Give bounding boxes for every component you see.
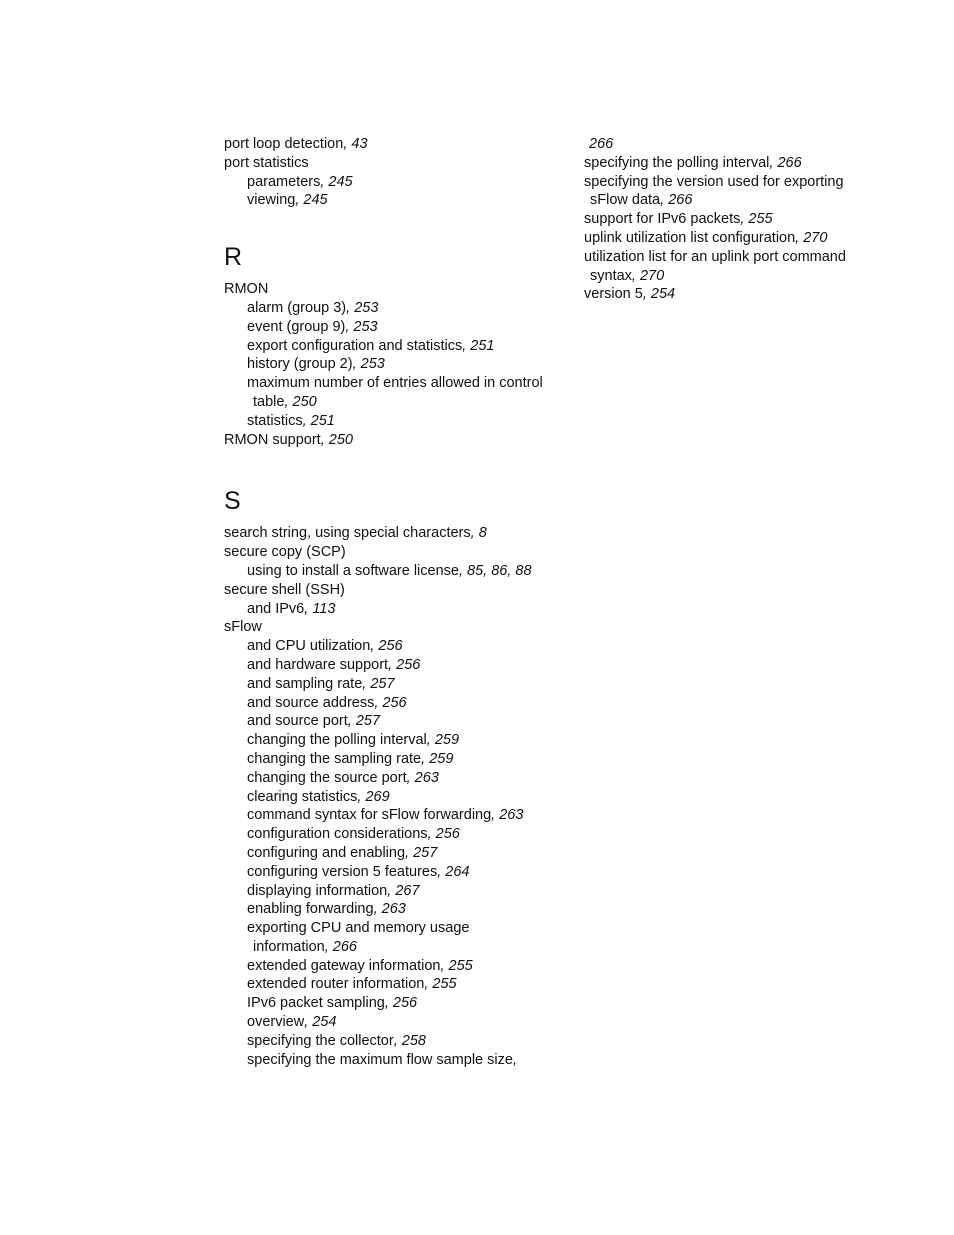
index-term: parameters xyxy=(247,173,321,190)
page-reference: 267 xyxy=(395,882,420,899)
index-term: port loop detection xyxy=(224,136,344,152)
index-subentry: exporting CPU and memory usage information, 266 xyxy=(247,920,470,955)
page-reference: 251 xyxy=(310,412,335,429)
index-term: changing the polling interval xyxy=(247,732,427,749)
index-subentry: clearing statistics, 269 xyxy=(247,788,390,805)
index-entry xyxy=(224,154,544,173)
page-reference: 256 xyxy=(382,694,407,711)
page-reference: 254 xyxy=(650,286,676,303)
page-reference: 257 xyxy=(370,675,395,692)
index-term: specifying the version used for exporting sFlow data xyxy=(584,173,844,209)
index-term: configuring and enabling xyxy=(247,844,406,861)
section-gap xyxy=(224,449,544,486)
index-term: maximum number of entries allowed in control table xyxy=(247,375,543,410)
index-subentry: changing the polling interval, 259 xyxy=(247,732,460,749)
page-reference: 259 xyxy=(429,750,454,767)
index-subentry: displaying information, 267 xyxy=(247,882,420,899)
index-term: version 5 xyxy=(584,286,643,303)
index-subentry: maximum number of entries allowed in control table, 250 xyxy=(247,375,543,410)
index-term: and source port xyxy=(247,713,348,730)
page-reference: 113 xyxy=(312,600,336,617)
page-reference: 256 xyxy=(435,826,460,843)
index-term: overview xyxy=(247,1014,305,1031)
index-subentry: and source port, 257 xyxy=(247,713,381,730)
index-term: port statistics xyxy=(224,154,309,171)
index-subentry: overview, 254 xyxy=(247,1014,337,1031)
index-entry xyxy=(224,581,544,600)
index-subentry: extended gateway information, 255 xyxy=(247,957,473,974)
index-term: IPv6 packet sampling xyxy=(247,995,385,1012)
index-subentry: IPv6 packet sampling, 256 xyxy=(247,995,418,1012)
page-reference: 8 xyxy=(478,525,487,542)
index-subentry: parameters, 245 xyxy=(247,173,353,190)
page-reference: 245 xyxy=(328,173,353,190)
index-term: configuring version 5 features xyxy=(247,863,438,880)
index-term: alarm (group 3) xyxy=(247,299,347,316)
page-reference: 257 xyxy=(413,844,438,861)
page-reference: 257 xyxy=(355,713,381,730)
index-subentry: configuration considerations, 256 xyxy=(247,826,460,843)
index-term: statistics xyxy=(247,412,303,429)
index-subentry: configuring version 5 features, 264 xyxy=(247,863,470,880)
index-subentry: specifying the collector, 258 xyxy=(247,1032,426,1049)
page-reference: 258 xyxy=(401,1032,426,1049)
page-reference: 263 xyxy=(499,807,524,824)
index-subentry: configuring and enabling, 257 xyxy=(247,844,438,861)
index-entry: specifying the version used for exporting sFlow data, 266 xyxy=(584,173,844,209)
index-entry: utilization list for an uplink port command syntax, 270 xyxy=(584,248,846,284)
index-term: exporting CPU and memory usage information xyxy=(247,920,470,955)
index-term: changing the source port xyxy=(247,769,407,786)
section-gap xyxy=(224,210,544,242)
index-column-left xyxy=(224,135,544,1069)
index-subentry: using to install a software license, 85, 86, 88 xyxy=(247,562,532,579)
index-subentry: export configuration and statistics, 251 xyxy=(247,337,495,354)
index-term: viewing xyxy=(247,192,296,209)
page-reference: 256 xyxy=(378,638,403,655)
index-term: and source address xyxy=(247,694,375,711)
index-term: clearing statistics xyxy=(247,788,358,805)
index-term: specifying the maximum flow sample size xyxy=(247,1051,513,1068)
page-reference: 266 xyxy=(777,154,802,171)
section-letter-heading: S xyxy=(224,487,241,516)
page-reference: 255 xyxy=(432,976,457,993)
page-reference: 263 xyxy=(381,901,406,918)
index-subentry: history (group 2), 253 xyxy=(247,356,385,373)
index-term: event (group 9) xyxy=(247,318,346,335)
page-reference: 270 xyxy=(639,267,665,284)
page-reference: 253 xyxy=(354,299,379,316)
index-entry: RMON support, 250 xyxy=(224,431,353,448)
index-subentry: and sampling rate, 257 xyxy=(247,675,395,692)
index-subentry: and source address, 256 xyxy=(247,694,407,711)
index-subentry: alarm (group 3), 253 xyxy=(247,299,379,316)
index-term: changing the sampling rate xyxy=(247,750,422,767)
index-entry xyxy=(224,543,544,562)
index-term: and sampling rate xyxy=(247,675,363,692)
page-reference: 266 xyxy=(668,192,693,209)
index-entry: support for IPv6 packets, 255 xyxy=(584,211,773,228)
page-reference: 256 xyxy=(396,656,421,673)
index-term: configuration considerations xyxy=(247,826,428,843)
index-entry: port loop detection, 43 xyxy=(224,136,368,152)
page-reference: 253 xyxy=(360,356,385,373)
index-term: displaying information xyxy=(247,882,388,899)
index-term: command syntax for sFlow forwarding xyxy=(247,807,492,824)
index-entry xyxy=(584,135,874,154)
index-term: utilization list for an uplink port command syntax xyxy=(584,248,846,284)
index-entry: version 5, 254 xyxy=(584,286,676,303)
index-subentry: event (group 9), 253 xyxy=(247,318,378,335)
index-subentry: and IPv6, 113 xyxy=(247,600,336,617)
index-column-right xyxy=(584,135,874,304)
index-term: history (group 2) xyxy=(247,356,353,373)
index-term: and IPv6 xyxy=(247,600,305,617)
index-term: RMON xyxy=(224,281,269,298)
index-entry xyxy=(224,618,544,637)
page-reference: 250 xyxy=(328,431,353,448)
page-reference: 251 xyxy=(470,337,495,354)
index-term: support for IPv6 packets xyxy=(584,211,741,228)
index-term: enabling forwarding xyxy=(247,901,374,918)
index-subentry: extended router information, 255 xyxy=(247,976,457,993)
index-term: RMON support xyxy=(224,431,321,448)
page-reference: 255 xyxy=(448,957,473,974)
index-subentry: changing the sampling rate, 259 xyxy=(247,750,454,767)
index-subentry: enabling forwarding, 263 xyxy=(247,901,406,918)
index-subentry: viewing, 245 xyxy=(247,192,328,209)
index-term: search string, using special characters xyxy=(224,525,471,542)
page-reference: 270 xyxy=(803,229,828,246)
index-subentry: statistics, 251 xyxy=(247,412,335,429)
section-letter-heading: R xyxy=(224,243,243,272)
index-term: extended gateway information xyxy=(247,957,441,974)
page-reference: 264 xyxy=(445,863,470,880)
index-entry xyxy=(224,280,544,299)
index-term: and hardware support xyxy=(247,656,389,673)
index-term: and CPU utilization xyxy=(247,638,371,655)
page-reference: 259 xyxy=(434,732,460,749)
index-term: secure copy (SCP) xyxy=(224,544,346,561)
index-term: secure shell (SSH) xyxy=(224,581,345,598)
page-reference: 266 xyxy=(332,938,357,955)
index-subentry: and CPU utilization, 256 xyxy=(247,638,403,655)
page-reference: 245 xyxy=(303,192,328,209)
page-reference: 255 xyxy=(748,211,773,228)
page-reference: 256 xyxy=(392,995,418,1012)
index-term: specifying the polling interval xyxy=(584,154,770,171)
index-term: export configuration and statistics xyxy=(247,337,463,354)
index-entry: specifying the polling interval, 266 xyxy=(584,154,802,171)
index-subentry: specifying the maximum flow sample size, xyxy=(247,1051,517,1068)
index-subentry: changing the source port, 263 xyxy=(247,769,439,786)
page-reference: 43 xyxy=(351,136,368,152)
page-reference: 85, 86, 88 xyxy=(467,562,532,579)
index-term: specifying the collector xyxy=(247,1032,394,1049)
page-reference: 269 xyxy=(365,788,390,805)
index-term: uplink utilization list configuration xyxy=(584,229,796,246)
page-reference: 250 xyxy=(292,393,317,410)
index-term: extended router information xyxy=(247,976,425,993)
page-reference: 266 xyxy=(589,136,614,152)
index-subentry: and hardware support, 256 xyxy=(247,656,421,673)
page-reference: 263 xyxy=(414,769,439,786)
index-entry: uplink utilization list configuration, 270 xyxy=(584,229,828,246)
index-entry: search string, using special characters, 8 xyxy=(224,525,487,542)
page-reference: 254 xyxy=(312,1014,337,1031)
page-reference: 253 xyxy=(353,318,378,335)
index-subentry: command syntax for sFlow forwarding, 263 xyxy=(247,807,524,824)
index-term: using to install a software license xyxy=(247,562,459,579)
index-term: sFlow xyxy=(224,619,262,636)
